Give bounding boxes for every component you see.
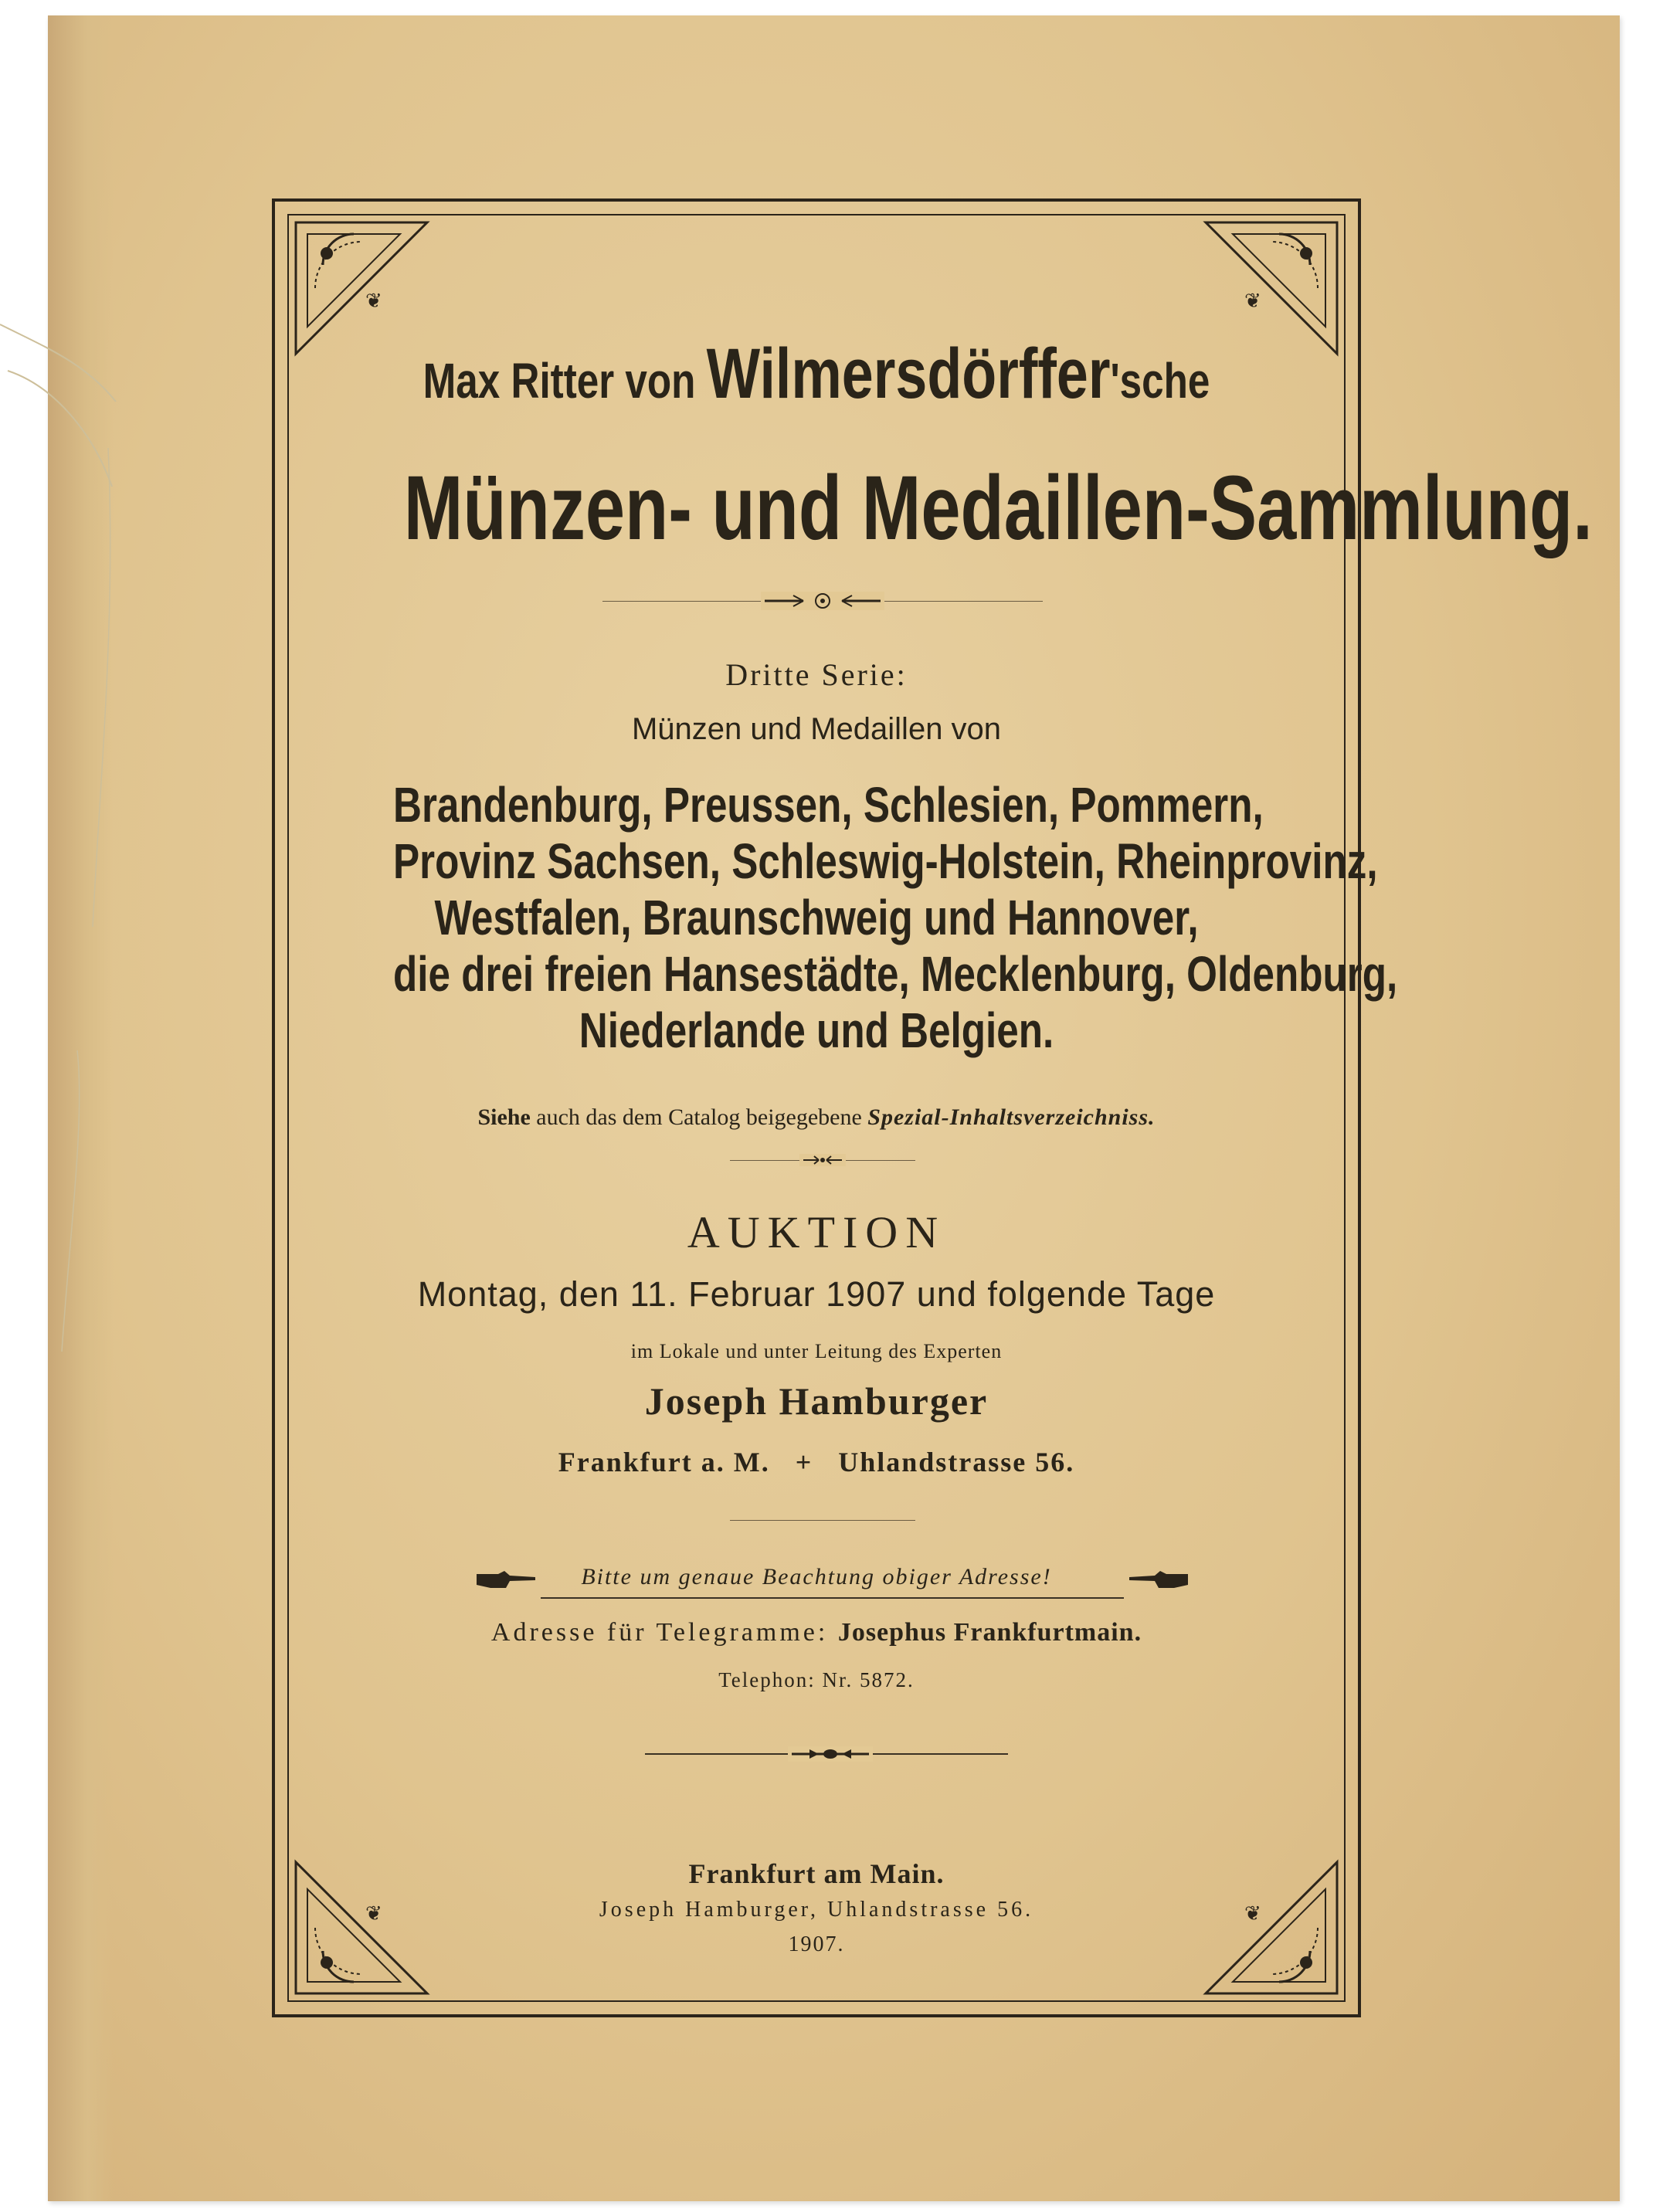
address-notice: Bitte um genaue Beachtung obiger Adresse! (581, 1564, 1052, 1589)
notice-underline (541, 1597, 1124, 1599)
phone-number: Telephon: Nr. 5872. (718, 1668, 915, 1691)
expert-address (287, 1446, 1346, 1478)
divider-ornament-3 (788, 1745, 873, 1763)
auction-date: Montag, den 11. Februar 1907 und folgende Tage (417, 1274, 1216, 1314)
divider-rule-3 (730, 1520, 915, 1521)
address-separator: + (795, 1447, 813, 1477)
region-line-5: Niederlande und Belgien. (579, 1003, 1054, 1058)
region-line-2: Provinz Sachsen, Schleswig-Holstein, Rheinprovinz, (393, 833, 1378, 889)
catalog-note (287, 1104, 1346, 1131)
title-suffix: 'sche (1110, 353, 1210, 409)
title-line-1 (393, 334, 1240, 415)
auction-heading: AUKTION (687, 1207, 946, 1257)
series-subtitle: Münzen und Medaillen von (631, 712, 1002, 746)
title-name: Wilmersdörffer (706, 334, 1111, 413)
divider-ornament-1 (761, 589, 884, 613)
telegram-address (287, 1618, 1346, 1647)
svg-text:❦: ❦ (365, 1902, 382, 1925)
binding-threads (0, 232, 154, 1390)
telegram-value: Josephus Frankfurtmain. (837, 1618, 1142, 1647)
address-street: Uhlandstrasse 56. (838, 1447, 1075, 1477)
expert-name: Joseph Hamburger (644, 1379, 989, 1423)
catalog-note-middle: auch das dem Catalog beigegebene (536, 1104, 862, 1130)
address-city: Frankfurt a. M. (558, 1447, 770, 1477)
region-line-4: die drei freien Hansestädte, Mecklenburg, Oldenburg, (393, 946, 1398, 1002)
catalog-note-end: Spezial-Inhaltsverzeichniss. (867, 1104, 1156, 1130)
series-label: Dritte Serie: (725, 657, 908, 692)
imprint-year: 1907. (788, 1932, 845, 1956)
telegram-label: Adresse für Telegramme: (490, 1618, 829, 1647)
location-note: im Lokale und unter Leitung des Experten (630, 1340, 1003, 1362)
divider-ornament-2 (799, 1152, 846, 1168)
main-title: Münzen- und Medaillen-Sammlung. (403, 457, 1593, 559)
region-line-1: Brandenburg, Preussen, Schlesien, Pommern, (393, 777, 1264, 833)
title-prefix: Max Ritter von (423, 353, 696, 409)
imprint-publisher: Joseph Hamburger, Uhlandstrasse 56. (599, 1898, 1034, 1922)
imprint-city: Frankfurt am Main. (688, 1858, 945, 1889)
svg-text:❦: ❦ (365, 290, 382, 313)
region-line-3: Westfalen, Braunschweig und Hannover, (434, 890, 1199, 945)
svg-text:❦: ❦ (1244, 1902, 1261, 1925)
svg-text:❦: ❦ (1244, 290, 1261, 313)
pointing-hand-left-icon (1128, 1568, 1190, 1591)
catalog-note-start: Siehe (477, 1104, 531, 1130)
